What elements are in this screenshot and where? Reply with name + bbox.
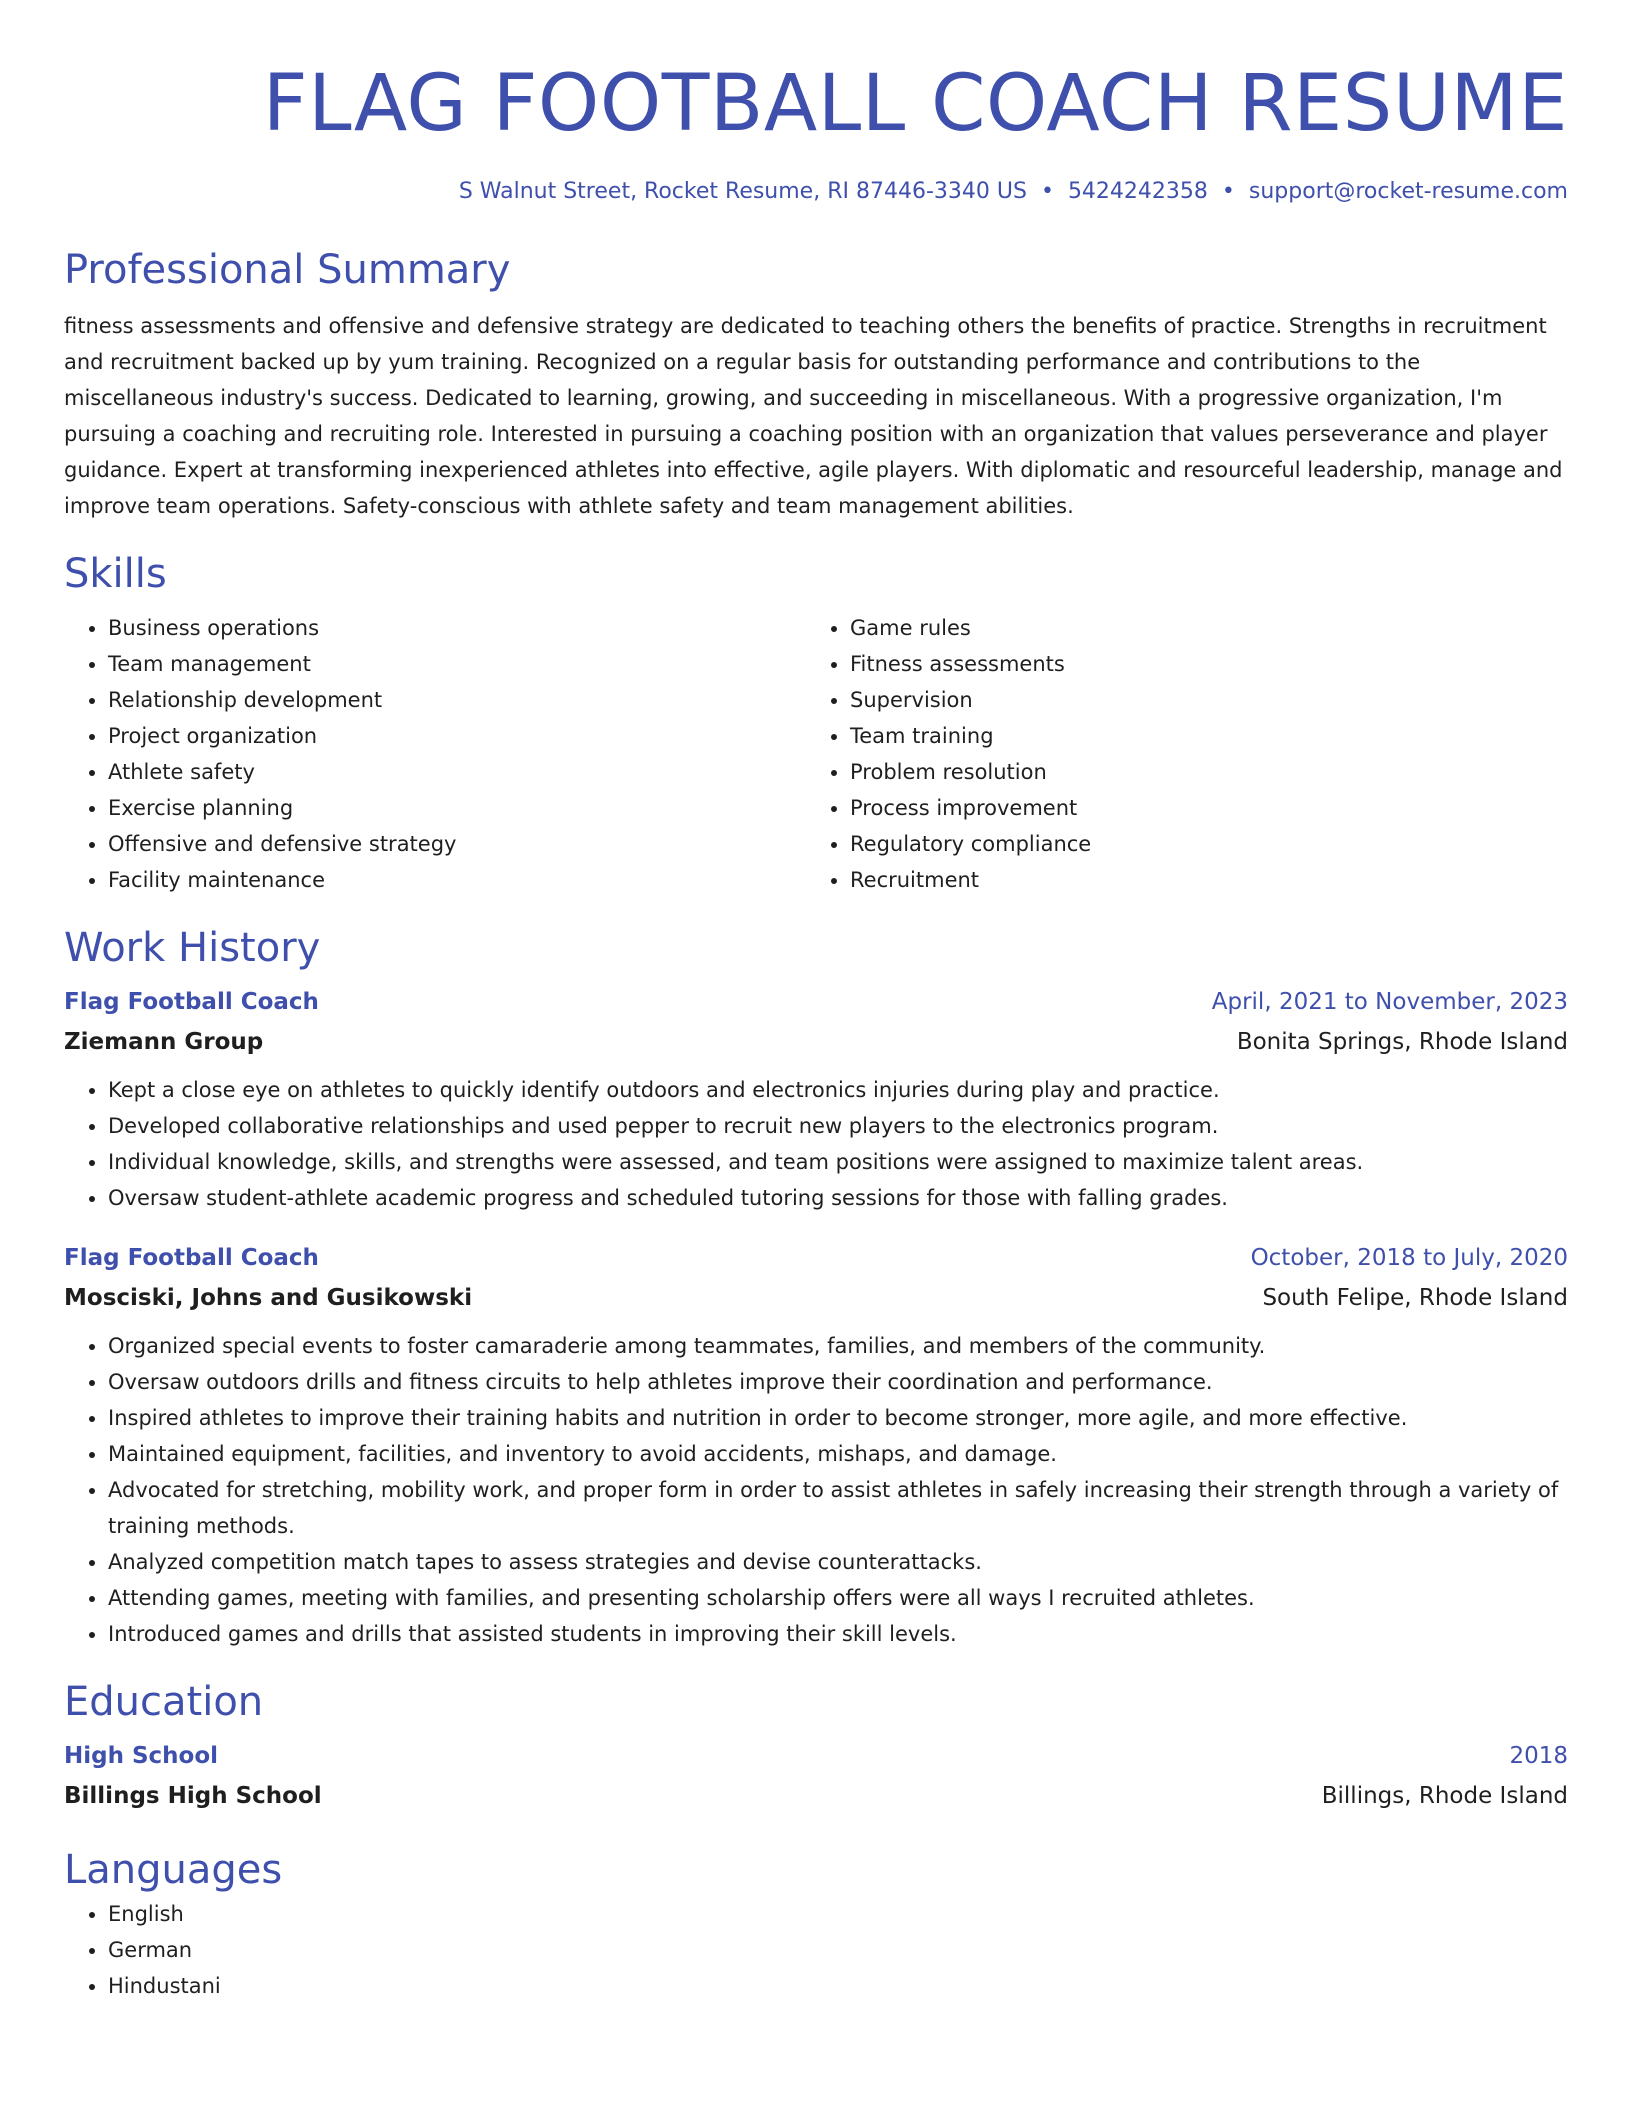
job-bullet: • Developed collaborative relationships and used pepper to recruit new players to the electronics program. [108, 1108, 1568, 1144]
job-bullet: • Organized special events to foster camaraderie among teammates, families, and members of the community. [108, 1328, 1568, 1364]
skill-item: • Supervision [850, 682, 1548, 718]
education-year: 2018 [1509, 1743, 1568, 1769]
skill-item: • Team management [108, 646, 806, 682]
skills-list-left [64, 610, 806, 898]
job-employer-row [64, 1278, 1568, 1318]
job-bullet: • Introduced games and drills that assisted students in improving their skill levels. [108, 1616, 1568, 1652]
job-bullet: • Attending games, meeting with families, and presenting scholarship offers were all ways I recruited athletes. [108, 1580, 1568, 1616]
skills-heading: Skills [64, 551, 167, 597]
job-location: South Felipe, Rhode Island [1262, 1285, 1568, 1311]
education-school: Billings High School [64, 1783, 322, 1809]
education-degree-row [64, 1736, 1568, 1776]
contact-phone: 5424242358 [1067, 179, 1208, 204]
resume-page [64, 0, 1568, 2004]
job-bullets [64, 1072, 1568, 1216]
contact-line [64, 176, 1568, 208]
job-bullet: • Individual knowledge, skills, and strengths were assessed, and team positions were assigned to maximize talent areas. [108, 1144, 1568, 1180]
job-title: Flag Football Coach [64, 989, 319, 1015]
skill-item: • Athlete safety [108, 754, 806, 790]
education-entry [64, 1736, 1568, 1816]
contact-address: S Walnut Street, Rocket Resume, RI 87446-3340 US [458, 179, 1027, 204]
skill-item: • Fitness assessments [850, 646, 1548, 682]
skill-item: • Team training [850, 718, 1548, 754]
skill-item: • Game rules [850, 610, 1548, 646]
resume-header [64, 0, 1568, 208]
job-bullet: • Inspired athletes to improve their training habits and nutrition in order to become stronger, more agile, and more effective. [108, 1400, 1568, 1436]
job-bullets [64, 1328, 1568, 1652]
language-item: • German [108, 1932, 1568, 1968]
resume-title: FLAG FOOTBALL COACH RESUME [262, 59, 1568, 149]
education-degree: High School [64, 1743, 219, 1769]
skill-item: • Relationship development [108, 682, 806, 718]
contact-email: support@rocket-resume.com [1248, 179, 1568, 204]
education-location: Billings, Rhode Island [1321, 1783, 1568, 1809]
skills-list-right [806, 610, 1548, 898]
education-school-row [64, 1776, 1568, 1816]
job-bullet: • Maintained equipment, facilities, and inventory to avoid accidents, mishaps, and damage. [108, 1436, 1568, 1472]
skill-item: • Recruitment [850, 862, 1548, 898]
skill-item: • Exercise planning [108, 790, 806, 826]
job-bullet: • Oversaw outdoors drills and fitness circuits to help athletes improve their coordination and performance. [108, 1364, 1568, 1400]
job-entry [64, 982, 1568, 1216]
skills-grid [64, 610, 1568, 898]
job-location: Bonita Springs, Rhode Island [1236, 1029, 1568, 1055]
job-bullet: • Analyzed competition match tapes to assess strategies and devise counterattacks. [108, 1544, 1568, 1580]
job-title-row [64, 982, 1568, 1022]
skill-item: • Problem resolution [850, 754, 1548, 790]
job-employer: Mosciski, Johns and Gusikowski [64, 1285, 473, 1311]
job-entry [64, 1238, 1568, 1652]
skill-item: • Regulatory compliance [850, 826, 1548, 862]
job-dates: October, 2018 to July, 2020 [1250, 1245, 1568, 1271]
skill-item: • Process improvement [850, 790, 1548, 826]
language-item: • Hindustani [108, 1968, 1568, 2004]
job-bullet: • Kept a close eye on athletes to quickly identify outdoors and electronics injuries during play and practice. [108, 1072, 1568, 1108]
skill-item: • Facility maintenance [108, 862, 806, 898]
work-history-heading: Work History [64, 925, 321, 971]
job-employer-row [64, 1022, 1568, 1062]
skill-item: • Offensive and defensive strategy [108, 826, 806, 862]
education-heading: Education [64, 1679, 264, 1725]
summary-heading: Professional Summary [64, 247, 511, 293]
contact-separator: • [1221, 179, 1235, 204]
languages-heading: Languages [64, 1847, 283, 1893]
contact-separator: • [1040, 179, 1054, 204]
skill-item: • Project organization [108, 718, 806, 754]
job-dates: April, 2021 to November, 2023 [1211, 989, 1568, 1015]
job-bullet: • Advocated for stretching, mobility work, and proper form in order to assist athletes in safely increasing their strength through a variety of training methods. [108, 1472, 1568, 1544]
job-employer: Ziemann Group [64, 1029, 264, 1055]
language-item: • English [108, 1896, 1568, 1932]
skill-item: • Business operations [108, 610, 806, 646]
job-title-row [64, 1238, 1568, 1278]
job-bullet: • Oversaw student-athlete academic progress and scheduled tutoring sessions for those with falling grades. [108, 1180, 1568, 1216]
languages-list [64, 1896, 1568, 2004]
summary-text: fitness assessments and offensive and defensive strategy are dedicated to teaching others the benefits of practice. Strengths in recruitment and recruitment backed up by yum training. Recognized on a regular basis for outstanding performance and contributions to the miscellaneous industry's success. Dedicated to learning, growing, and succeeding in miscellaneous. With a progressive organization, I'm pursuing a coaching and recruiting role. Interested in pursuing a coaching position with an organization that values perseverance and player guidance. Expert at transforming inexperienced athletes into effective, agile players. With diplomatic and resourceful leadership, manage and improve team operations. Safety-conscious with athlete safety and team management abilities. [64, 314, 1563, 518]
job-title: Flag Football Coach [64, 1245, 319, 1271]
